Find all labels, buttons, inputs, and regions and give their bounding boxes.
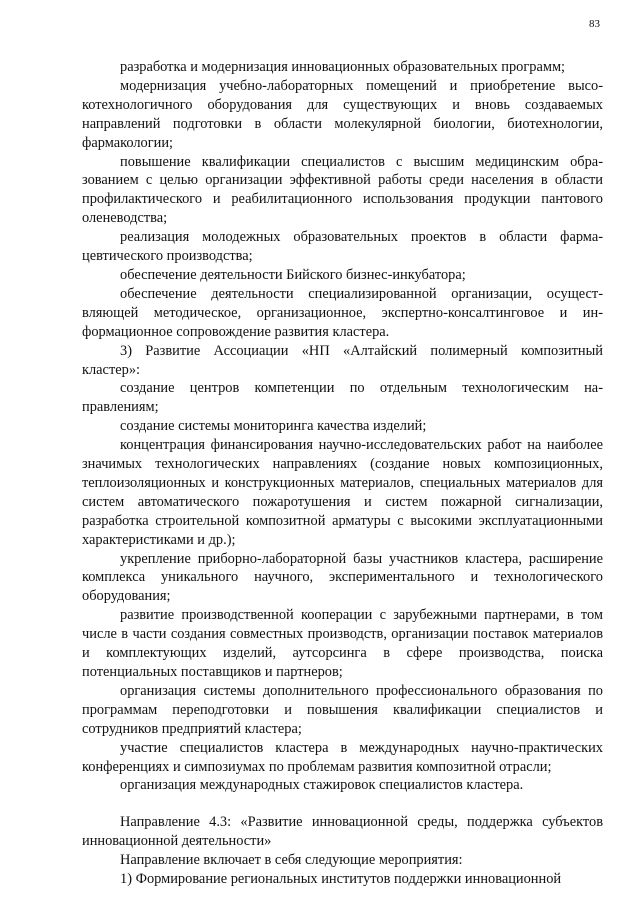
paragraph: обеспечение деятельности Бийского бизнес-инкубатора;	[120, 266, 466, 283]
paragraph: Направление включает в себя следующие мероприятия:	[120, 852, 463, 869]
paragraph: модернизация учебно-лабораторных помещений и приобретение высокотехнологичного оборудования для существующих и вновь создаваемых направлений подготовки в области молекулярной биологии, биотехнологии, фармакологии;	[82, 77, 603, 151]
paragraph: развитие производственной кооперации с зарубежными партнерами, в том числе в части создания совместных производств, организации поставок материалов и комплектующих изделий, аутсорсинга в сфере производства, поиска потенциальных поставщиков и партнеров;	[82, 607, 603, 680]
paragraph: укрепление приборно-лабораторной базы участников кластера, расширение комплекса уникального научного, экспериментального и технологического оборудования;	[82, 550, 603, 605]
paragraph: создание системы мониторинга качества изделий;	[120, 418, 427, 435]
section-spacer	[82, 795, 603, 813]
paragraph: повышение квалификации специалистов с высшим медицинским образованием с целью организации эффективной работы среди населения в области профилактического и реабилитационного использования продукции пантового оленеводства;	[82, 153, 603, 227]
paragraph: концентрация финансирования научно-исследовательских работ на наиболее значимых технологических направлениях (создание новых композиционных, теплоизоляционных и конструкционных материалов, специальных материалов для систем автоматического пожаротушения и систем пожарной сигнализации, разработка строительной композитной арматуры с высокими эксплуатационными характеристиками и др.);	[82, 437, 603, 548]
paragraph: организация системы дополнительного профессионального образования по программам переподготовки и повышения квалификации специалистов и сотрудников предприятий кластера;	[82, 682, 603, 737]
paragraph: 3) Развитие Ассоциации «НП «Алтайский полимерный композитный кластер»:	[82, 342, 603, 378]
paragraph: организация международных стажировок специалистов кластера.	[120, 777, 524, 794]
paragraph: 1) Формирование региональных институтов поддержки инновационной	[120, 871, 562, 888]
paragraph: обеспечение деятельности специализированной организации, осуществляющей методическое, организационное, экспертно-консалтинговое и информационное сопровождение развития кластера.	[82, 285, 603, 340]
paragraph: участие специалистов кластера в международных научно-практических конференциях и симпозиумах по проблемам развития композитной отрасли;	[82, 739, 603, 775]
paragraph: разработка и модернизация инновационных образовательных программ;	[120, 59, 566, 75]
page-number: 83	[589, 18, 600, 30]
paragraph: создание центров компетенции по отдельным технологическим направлениям;	[82, 380, 603, 416]
paragraph: реализация молодежных образовательных проектов в области фармацевтического производства;	[82, 229, 603, 265]
section-heading: Направление 4.3: «Развитие инновационной среды, поддержка субъектов инновационной деятельности»	[82, 814, 603, 850]
document-body	[82, 58, 603, 889]
